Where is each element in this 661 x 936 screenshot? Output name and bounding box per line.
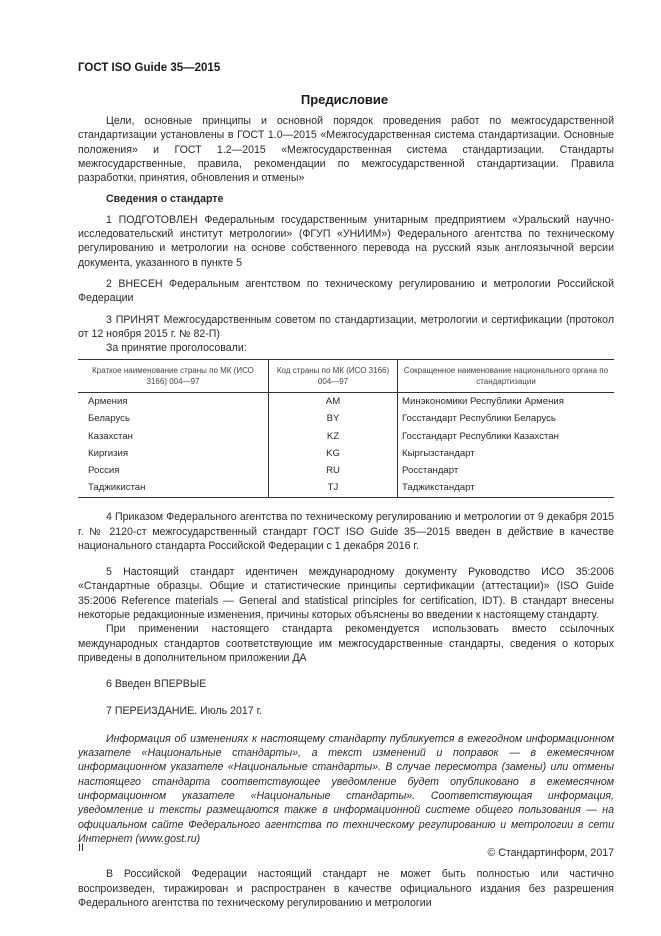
code-cell: AM	[269, 393, 398, 411]
body-cell: Кыргызстандарт	[402, 447, 475, 459]
country-cell: Киргизия	[88, 447, 129, 459]
intro-paragraph: Цели, основные принципы и основной порядок проведения работ по межгосударственной стандартизации установлены в ГОСТ 1.0—2015 «Межгосударственная система стандартизации. Основные положения» и ГОСТ 1.2—2015 «Межгосударственная система стандартизации. Стандарты межгосударственные, правила, рекомендации по межгосударственной стандартизации. Правила разработки, принятия, обновления и отмены»	[78, 115, 614, 185]
info-notice: Информация об изменениях к настоящему стандарту публикуется в ежегодном информационном указателе «Национальные стандарты», а текст изменений и поправок — в ежемесячном информационном указателе «Национальные стандарты». В случае пересмотра (замены) или отмены настоящего стандарта соответствующее уведомление будет опубликовано в ежемесячном информационном указателе «Национальные стандарты». Соответствующая информация, уведомление и тексты размещаются также в информационной системе общего пользования — на официальном сайте Федерального агентства по техническому регулированию и метрологии в сети Интернет (www.gost.ru)	[78, 732, 614, 845]
country-cell: Таджикистан	[78, 480, 269, 498]
code-cell: KZ	[269, 428, 398, 445]
column-header-country: Краткое наименование страны по МК (ИСО 3166) 004—97	[78, 360, 269, 393]
table-row	[78, 411, 614, 428]
copyright: © Стандартинформ, 2017	[487, 847, 614, 860]
item-3: 3 ПРИНЯТ Межгосударственным советом по стандартизации, метрологии и сертификации (протокол от 12 ноября 2015 г. № 82-П)	[78, 313, 614, 340]
table-row	[78, 463, 614, 480]
code-cell: KG	[269, 445, 398, 462]
country-cell: Беларусь	[88, 413, 130, 425]
reproduction-notice: В Российской Федерации настоящий стандарт не может быть полностью или частично воспроизведен, тиражирован и распространен в качестве официального издания без разрешения Федерального агентства по техническому регулированию и метрологии	[78, 868, 614, 910]
table-header-row	[78, 360, 614, 393]
table-row	[78, 445, 614, 462]
code-cell: RU	[269, 463, 398, 480]
voting-table	[78, 359, 614, 498]
country-cell: Россия	[88, 465, 120, 477]
item-2: 2 ВНЕСЕН Федеральным агентством по техническому регулированию и метрологии Российской Федерации	[78, 277, 614, 305]
column-header-body: Сокращенное наименование национального органа по стандартизации	[398, 360, 615, 393]
body-cell: Таджикстандарт	[398, 480, 615, 498]
body-cell: Госстандарт Республики Казахстан	[402, 430, 559, 442]
column-header-code: Код страны по МК (ИСО 3166) 004—97	[269, 360, 398, 393]
item-1: 1 ПОДГОТОВЛЕН Федеральным государственным унитарным предприятием «Уральский научно-исследовательский институт метрологии» (ФГУП «УНИИМ») Федерального агентства по техническому регулированию и метрологии на основе собственного перевода на русский язык англоязычной версии документа, указанного в пункте 5	[78, 213, 614, 269]
document-body	[78, 114, 614, 910]
subheading: Сведения о стандарте	[106, 193, 224, 206]
body-cell: Госстандарт Республики Беларусь	[402, 413, 556, 425]
page-title: Предисловие	[300, 92, 389, 107]
body-cell: Росстандарт	[402, 465, 459, 477]
table-row	[78, 428, 614, 445]
document-header: ГОСТ ISO Guide 35—2015	[78, 62, 221, 74]
table-row	[78, 480, 614, 498]
code-cell: TJ	[269, 480, 398, 498]
body-cell: Минэкономики Республики Армения	[402, 395, 564, 407]
page-number: II	[78, 842, 85, 854]
voted-label: За принятие проголосовали:	[106, 342, 247, 355]
country-cell: Казахстан	[88, 430, 133, 442]
item-5: 5 Настоящий стандарт идентичен международному документу Руководство ИСО 35:2006 «Стандартные образцы. Общие и статистические принципы сертификации (аттестации)» (ISO Guide 35:2006 Reference materials — General and statistical principles for certification, IDT). В стандарт внесены некоторые редакционные изменения, причины которых объяснены во введении к настоящему стандарту.	[78, 566, 614, 622]
item-4: 4 Приказом Федерального агентства по техническому регулированию и метрологии от 9 декабря 2015 г. № 2120-ст межгосударственный стандарт ГОСТ ISO Guide 35—2015 введен в действие в качестве национального стандарта Российской Федерации с 1 декабря 2016 г.	[78, 511, 614, 552]
item-7: 7 ПЕРЕИЗДАНИЕ. Июль 2017 г.	[106, 704, 263, 717]
code-cell: BY	[269, 411, 398, 428]
item-6: 6 Введен ВПЕРВЫЕ	[106, 678, 207, 691]
item-5-note: При применении настоящего стандарта рекомендуется использовать вместо ссылочных международных стандартов соответствующие им межгосударственные стандарты, сведения о которых приведены в дополнительном приложении ДА	[78, 623, 614, 664]
table-row	[78, 393, 614, 411]
country-cell: Армения	[88, 395, 128, 407]
